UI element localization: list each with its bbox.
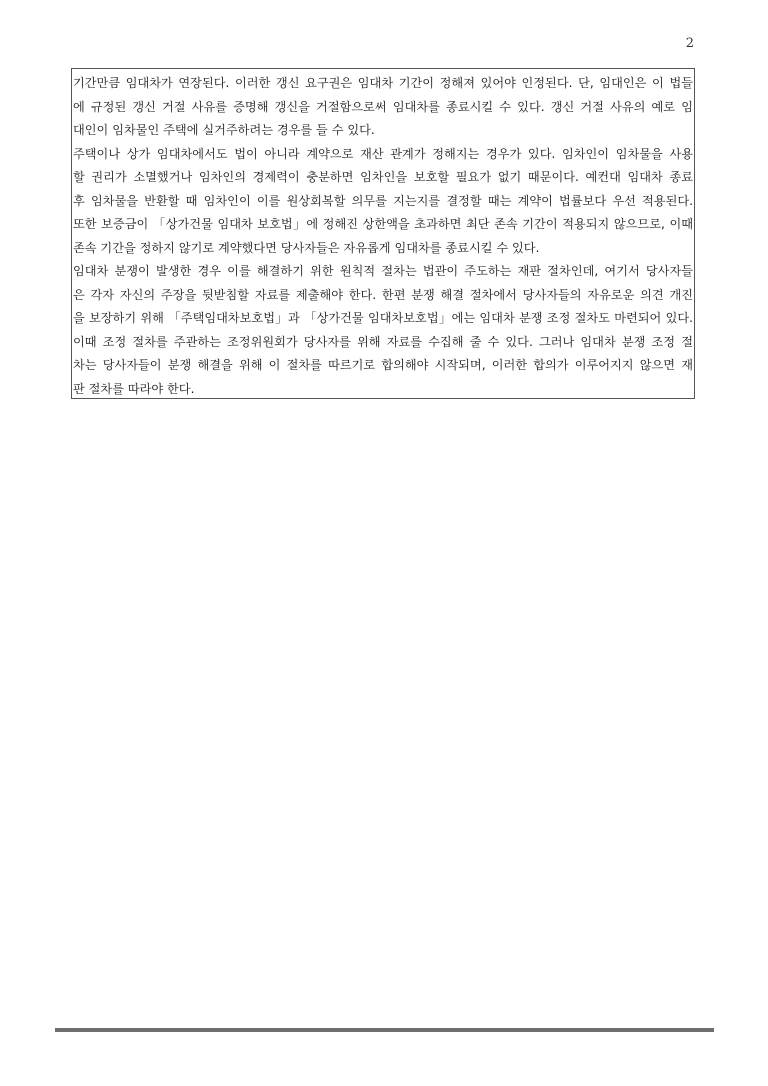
- passage-line: 판 절차를 따라야 한다.: [73, 381, 195, 396]
- passage-line: 에 규정된 갱신 거절 사유를 증명해 갱신을 거절함으로써 임대차를 종료시킬 수 있다. 갱신 거절 사유의 예로 임: [73, 99, 693, 114]
- passage-line: 차는 당사자들이 분쟁 해결을 위해 이 절차를 따르기로 합의해야 시작되며, 이러한 합의가 이루어지지 않으면 재: [73, 358, 693, 372]
- passage-box: [71, 68, 695, 399]
- passage-line: 할 권리가 소멸했거나 임차인의 경제력이 충분하면 임차인을 보호할 필요가 없기 때문이다. 예컨대 임대차 종료: [73, 170, 693, 184]
- passage-line: 은 각자 자신의 주장을 뒷받침할 자료를 제출해야 한다. 한편 분쟁 해결 절차에서 당사자들의 자유로운 의견 개진: [73, 287, 693, 302]
- passage-line: 을 보장하기 위해 「주택임대차보호법」과 「상가건물 임대차보호법」에는 임대차 분쟁 조정 절차도 마련되어 있다.: [73, 311, 693, 325]
- passage-line: 후 임차물을 반환할 때 임차인이 이를 원상회복할 의무를 지는지를 결정할 때는 계약이 법률보다 우선 적용된다.: [73, 193, 693, 208]
- passage-line: 또한 보증금이 「상가건물 임대차 보호법」에 정해진 상한액을 초과하면 최단 존속 기간이 적용되지 않으므로, 이때: [73, 217, 693, 231]
- passage-line: 이때 조정 절차를 주관하는 조정위원회가 당사자를 위해 자료를 수집해 줄 수 있다. 그러나 임대차 분쟁 조정 절: [73, 334, 693, 349]
- footer-divider: [55, 1028, 714, 1032]
- passage-line: 기간만큼 임대차가 연장된다. 이러한 갱신 요구권은 임대차 기간이 정해져 있어야 인정된다. 단, 임대인은 이 법들: [73, 76, 693, 90]
- passage-line: 임대차 분쟁이 발생한 경우 이를 해결하기 위한 원칙적 절차는 법관이 주도하는 재판 절차인데, 여기서 당사자들: [73, 264, 693, 278]
- page-number: 2: [685, 36, 694, 51]
- passage-line: 대인이 임차물인 주택에 실거주하려는 경우를 들 수 있다.: [73, 123, 375, 137]
- passage-line: 주택이나 상가 임대차에서도 법이 아니라 계약으로 재산 관계가 정해지는 경우가 있다. 임차인이 임차물을 사용: [73, 146, 693, 161]
- passage-line: 존속 기간을 정하지 않기로 계약했다면 당사자들은 자유롭게 임대차를 종료시킬 수 있다.: [73, 240, 540, 255]
